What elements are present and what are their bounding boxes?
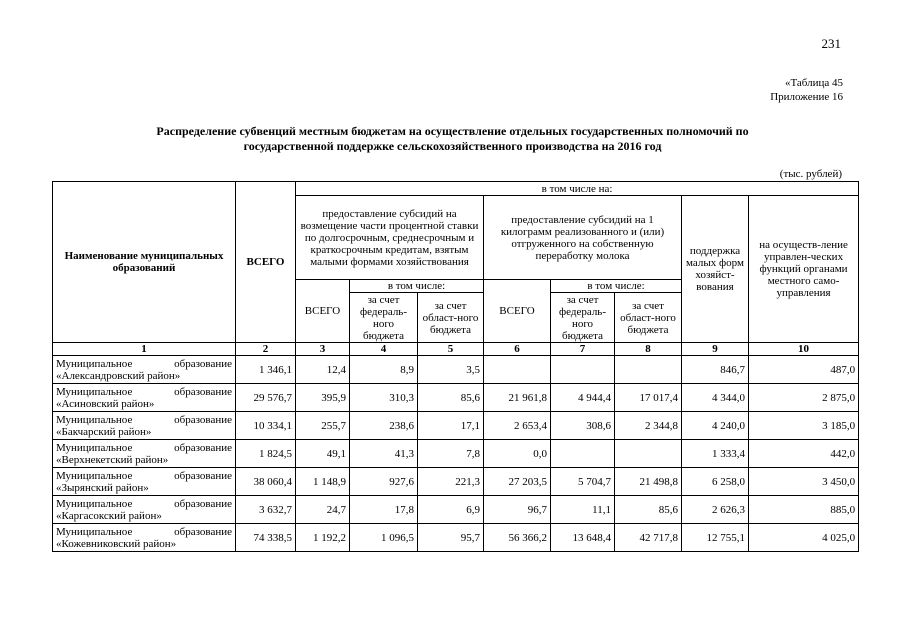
municipality-type-word: образование <box>174 497 232 510</box>
column-number: 6 <box>484 343 551 356</box>
header-interest-subsidy: предоставление субсидий на возмещение части процентной ставки по долгосрочным, среднесрочным и краткосрочным кредитам, взятым малыми формами хозяйствования <box>296 196 484 280</box>
header-total: ВСЕГО <box>236 182 296 343</box>
value-cell-c9: 2 626,3 <box>682 496 749 524</box>
table-row <box>53 440 859 468</box>
header-interest-total: ВСЕГО <box>296 280 350 343</box>
municipality-type-word: Муниципальное <box>56 497 133 510</box>
value-cell-c4: 41,3 <box>350 440 418 468</box>
header-small-farms: поддержка малых форм хозяйст-вования <box>682 196 749 343</box>
municipality-name: «Каргасокский район» <box>56 509 162 522</box>
value-cell-c7: 11,1 <box>551 496 615 524</box>
value-cell-c7: 13 648,4 <box>551 524 615 552</box>
column-number: 1 <box>53 343 236 356</box>
value-cell-c6: 21 961,8 <box>484 384 551 412</box>
municipality-name: «Асиновский район» <box>56 397 155 410</box>
municipality-type-word: образование <box>174 469 232 482</box>
value-cell-c2: 1 346,1 <box>236 356 296 384</box>
document-title <box>60 124 845 154</box>
value-cell-c8: 42 717,8 <box>615 524 682 552</box>
municipality-name-cell <box>53 496 236 524</box>
municipality-type-word: образование <box>174 413 232 426</box>
value-cell-c2: 38 060,4 <box>236 468 296 496</box>
table-row <box>53 356 859 384</box>
municipality-name-cell <box>53 468 236 496</box>
table-row <box>53 524 859 552</box>
table-row <box>53 468 859 496</box>
value-cell-c9: 846,7 <box>682 356 749 384</box>
municipality-type-word: Муниципальное <box>56 385 133 398</box>
municipality-name-cell <box>53 384 236 412</box>
municipality-name: «Зырянский район» <box>56 481 149 494</box>
value-cell-c3: 255,7 <box>296 412 350 440</box>
municipality-type-word: Муниципальное <box>56 357 133 370</box>
header-name: Наименование муниципальных образований <box>53 182 236 343</box>
value-cell-c6: 2 653,4 <box>484 412 551 440</box>
value-cell-c4: 238,6 <box>350 412 418 440</box>
value-cell-c2: 3 632,7 <box>236 496 296 524</box>
municipality-type-word: образование <box>174 357 232 370</box>
value-cell-c8 <box>615 440 682 468</box>
header-interest-federal: за счет федераль-ного бюджета <box>350 293 418 343</box>
value-cell-c7 <box>551 440 615 468</box>
value-cell-c3: 1 148,9 <box>296 468 350 496</box>
value-cell-c8: 21 498,8 <box>615 468 682 496</box>
column-number: 9 <box>682 343 749 356</box>
value-cell-c2: 29 576,7 <box>236 384 296 412</box>
table-reference-note <box>770 76 843 104</box>
header-milk-subsidy: предоставление субсидий на 1 килограмм реализованного и (или) отгруженного на собственную переработку молока <box>484 196 682 280</box>
value-cell-c2: 1 824,5 <box>236 440 296 468</box>
value-cell-c2: 74 338,5 <box>236 524 296 552</box>
value-cell-c10: 3 185,0 <box>749 412 859 440</box>
value-cell-c5: 95,7 <box>418 524 484 552</box>
municipality-name: «Бакчарский район» <box>56 425 152 438</box>
column-number: 3 <box>296 343 350 356</box>
value-cell-c10: 487,0 <box>749 356 859 384</box>
table-body <box>53 356 859 552</box>
value-cell-c9: 1 333,4 <box>682 440 749 468</box>
column-number: 10 <box>749 343 859 356</box>
value-cell-c5: 6,9 <box>418 496 484 524</box>
units-label: (тыс. рублей) <box>779 168 842 180</box>
value-cell-c4: 310,3 <box>350 384 418 412</box>
column-number-row <box>53 343 859 356</box>
value-cell-c3: 1 192,2 <box>296 524 350 552</box>
municipality-name: «Александровский район» <box>56 369 181 382</box>
municipality-name: «Верхнекетский район» <box>56 453 169 466</box>
municipality-name: «Кожевниковский район» <box>56 537 177 550</box>
value-cell-c8: 85,6 <box>615 496 682 524</box>
column-number: 2 <box>236 343 296 356</box>
value-cell-c8: 17 017,4 <box>615 384 682 412</box>
value-cell-c10: 3 450,0 <box>749 468 859 496</box>
value-cell-c6 <box>484 356 551 384</box>
value-cell-c5: 221,3 <box>418 468 484 496</box>
value-cell-c7: 308,6 <box>551 412 615 440</box>
value-cell-c9: 4 240,0 <box>682 412 749 440</box>
value-cell-c5: 7,8 <box>418 440 484 468</box>
column-number: 7 <box>551 343 615 356</box>
header-milk-federal: за счет федераль-ного бюджета <box>551 293 615 343</box>
title-line-2: государственной поддержке сельскохозяйственного производства на 2016 год <box>243 139 662 153</box>
subvention-table <box>52 181 859 552</box>
value-cell-c3: 49,1 <box>296 440 350 468</box>
value-cell-c3: 395,9 <box>296 384 350 412</box>
header-milk-including: в том числе: <box>551 280 682 293</box>
municipality-name-cell <box>53 356 236 384</box>
value-cell-c8 <box>615 356 682 384</box>
value-cell-c9: 4 344,0 <box>682 384 749 412</box>
value-cell-c9: 12 755,1 <box>682 524 749 552</box>
value-cell-c7 <box>551 356 615 384</box>
municipality-type-word: образование <box>174 525 232 538</box>
value-cell-c5: 3,5 <box>418 356 484 384</box>
municipality-type-word: образование <box>174 385 232 398</box>
value-cell-c10: 885,0 <box>749 496 859 524</box>
header-interest-including: в том числе: <box>350 280 484 293</box>
header-including: в том числе на: <box>296 182 859 196</box>
note-appendix-label: Приложение 16 <box>770 91 843 103</box>
header-milk-regional: за счет област-ного бюджета <box>615 293 682 343</box>
value-cell-c4: 8,9 <box>350 356 418 384</box>
header-milk-total: ВСЕГО <box>484 280 551 343</box>
column-number: 8 <box>615 343 682 356</box>
page-number: 231 <box>821 36 841 51</box>
value-cell-c3: 12,4 <box>296 356 350 384</box>
value-cell-c3: 24,7 <box>296 496 350 524</box>
note-table-label: «Таблица 45 <box>784 77 843 89</box>
municipality-type-word: Муниципальное <box>56 441 133 454</box>
column-number: 5 <box>418 343 484 356</box>
value-cell-c7: 5 704,7 <box>551 468 615 496</box>
header-interest-regional: за счет област-ного бюджета <box>418 293 484 343</box>
municipality-type-word: Муниципальное <box>56 413 133 426</box>
value-cell-c6: 27 203,5 <box>484 468 551 496</box>
value-cell-c5: 85,6 <box>418 384 484 412</box>
value-cell-c7: 4 944,4 <box>551 384 615 412</box>
value-cell-c4: 1 096,5 <box>350 524 418 552</box>
column-number: 4 <box>350 343 418 356</box>
value-cell-c10: 4 025,0 <box>749 524 859 552</box>
table-row <box>53 384 859 412</box>
municipality-name-cell <box>53 412 236 440</box>
municipality-type-word: Муниципальное <box>56 469 133 482</box>
value-cell-c4: 17,8 <box>350 496 418 524</box>
municipality-type-word: образование <box>174 441 232 454</box>
value-cell-c10: 442,0 <box>749 440 859 468</box>
municipality-name-cell <box>53 524 236 552</box>
municipality-type-word: Муниципальное <box>56 525 133 538</box>
value-cell-c6: 96,7 <box>484 496 551 524</box>
table-row <box>53 496 859 524</box>
title-line-1: Распределение субвенций местным бюджетам на осуществление отдельных государственных полномочий по <box>156 124 749 138</box>
table-row <box>53 412 859 440</box>
value-cell-c6: 56 366,2 <box>484 524 551 552</box>
value-cell-c10: 2 875,0 <box>749 384 859 412</box>
value-cell-c6: 0,0 <box>484 440 551 468</box>
value-cell-c9: 6 258,0 <box>682 468 749 496</box>
header-local-admin: на осуществ-ление управлен-ческих функций органами местного само-управления <box>749 196 859 343</box>
value-cell-c5: 17,1 <box>418 412 484 440</box>
value-cell-c2: 10 334,1 <box>236 412 296 440</box>
municipality-name-cell <box>53 440 236 468</box>
value-cell-c8: 2 344,8 <box>615 412 682 440</box>
value-cell-c4: 927,6 <box>350 468 418 496</box>
